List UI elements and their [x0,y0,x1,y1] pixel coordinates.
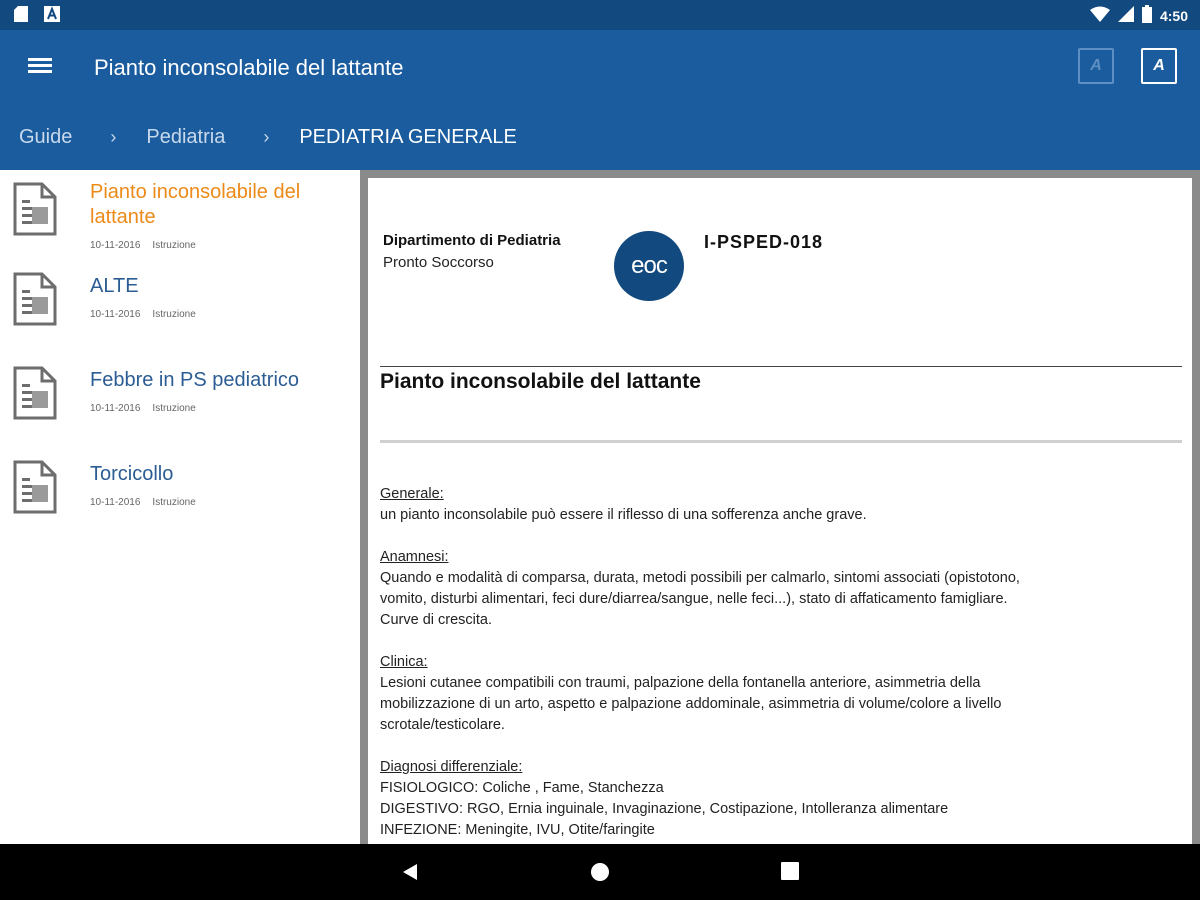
list-item-title: Pianto inconsolabile del lattante [90,181,301,228]
document-icon [12,272,58,326]
status-bar [0,0,1200,30]
document-list [0,170,360,844]
document-code: I-PSPED-018 [704,232,824,252]
font-increase-button[interactable] [1141,48,1177,84]
section-line: DIGESTIVO: RGO, Ernia inguinale, Invaginazione, Costipazione, Intolleranza alimentare [380,801,949,817]
document-page [368,178,1192,844]
list-item[interactable] [0,460,360,540]
sd-card-icon [14,6,28,27]
section-heading: Clinica: [380,654,428,670]
section-line: mobilizzazione di un arto, aspetto e palpazione addominale, asimmetria di volume/colore a livello [380,696,1002,712]
menu-button[interactable] [28,55,58,79]
page-title: Pianto inconsolabile del lattante [94,55,404,80]
list-item-type: Istruzione [152,309,196,320]
section-heading: Generale: [380,486,444,502]
divider [380,366,1182,367]
eoc-logo: eoc [614,231,684,301]
list-item-type: Istruzione [152,240,196,251]
document-unit: Pronto Soccorso [383,254,494,271]
list-item-meta [90,240,196,251]
section-line: FISIOLOGICO: Coliche , Fame, Stanchezza [380,780,664,796]
recents-icon[interactable] [781,862,799,885]
document-viewer[interactable] [360,170,1200,844]
list-item-date: 10-11-2016 [90,309,141,320]
section-anamnesi [380,547,1180,631]
font-size-increase-icon: A [1153,57,1165,74]
font-decrease-button[interactable] [1078,48,1114,84]
battery-icon [1142,5,1152,26]
list-item[interactable] [0,272,360,352]
document-body [380,484,1180,844]
navigation-bar [0,844,1200,900]
section-line: vomito, disturbi alimentari, feci dure/diarrea/sangue, nelle feci...), stato di affaticamento famigliare. [380,591,1008,607]
section-line: Lesioni cutanee compatibili con traumi, palpazione della fontanella anteriore, asimmetria della [380,675,981,691]
section-heading: Diagnosi differenziale: [380,759,523,775]
breadcrumb [19,126,517,149]
list-item-date: 10-11-2016 [90,240,141,251]
list-item-meta [90,403,196,414]
section-line: un pianto inconsolabile può essere il riflesso di una sofferenza anche grave. [380,507,867,523]
section-generale [380,484,1180,526]
section-line: scrotale/testicolare. [380,717,505,733]
chevron-right-icon: › [263,127,270,147]
notification-a-icon [44,6,60,27]
list-item-date: 10-11-2016 [90,403,141,414]
chevron-right-icon: › [110,127,117,147]
list-item-meta [90,497,196,508]
list-item-date: 10-11-2016 [90,497,141,508]
document-title: Pianto inconsolabile del lattante [380,370,701,393]
font-size-decrease-icon: A [1090,57,1102,74]
list-item-type: Istruzione [152,403,196,414]
list-item-title: Febbre in PS pediatrico [90,369,300,391]
breadcrumb-pediatria[interactable]: Pediatria [146,126,226,148]
status-time: 4:50 [1159,7,1188,24]
home-icon[interactable] [590,862,610,887]
breadcrumb-guide[interactable]: Guide [19,126,73,148]
list-item-title: ALTE [90,275,139,297]
list-item-title: Torcicollo [90,463,174,485]
section-line: Curve di crescita. [380,612,493,628]
document-icon [12,366,58,420]
document-icon [12,182,58,236]
breadcrumb-pediatria-generale[interactable]: PEDIATRIA GENERALE [299,126,517,148]
section-heading: Anamnesi: [380,549,449,565]
list-item[interactable] [0,366,360,446]
list-item[interactable] [0,178,360,268]
document-icon [12,460,58,514]
section-diagnosi-differenziale [380,757,1180,841]
wifi-icon [1090,6,1110,25]
divider [380,440,1182,443]
hamburger-icon [28,58,52,61]
section-clinica [380,652,1180,736]
section-line: INFEZIONE: Meningite, IVU, Otite/faringite [380,822,655,838]
document-department: Dipartimento di Pediatria [383,232,561,249]
signal-icon [1118,6,1134,25]
list-item-type: Istruzione [152,497,196,508]
app-bar [0,30,1200,170]
list-item-meta [90,309,196,320]
section-line: Quando e modalità di comparsa, durata, metodi possibili per calmarlo, sintomi associati (opistotono, [380,570,1020,586]
back-icon[interactable] [400,862,420,887]
